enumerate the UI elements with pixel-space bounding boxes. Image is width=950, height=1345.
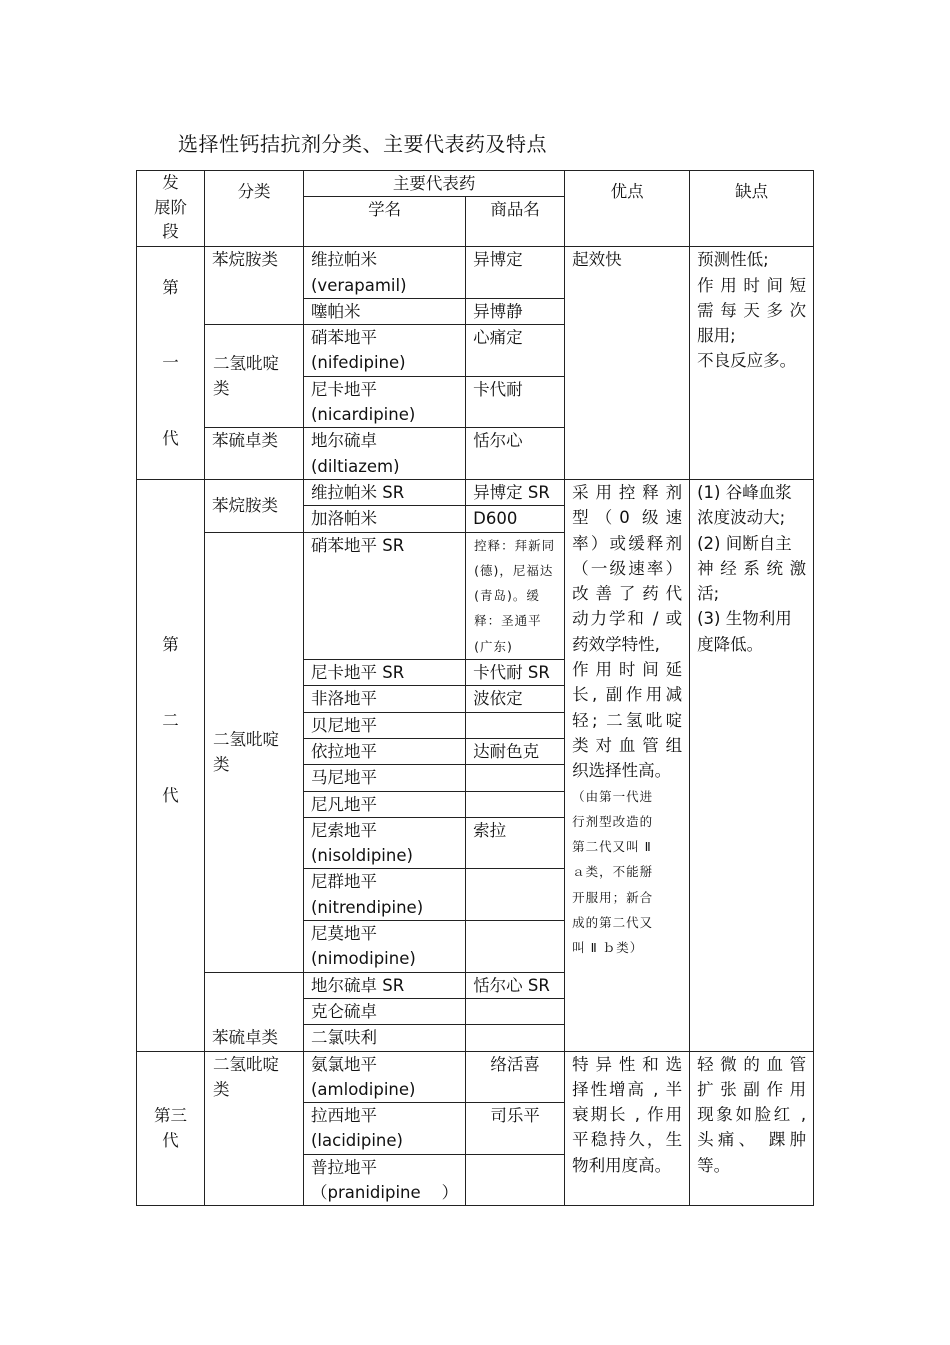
gen2-drug-clentiazem: 克仑硫卓 [304, 998, 466, 1024]
gen1-label: 第 一 代 [137, 247, 205, 480]
gen1-drug-tiapamil: 噻帕米 [304, 298, 466, 324]
gen2-pros: 采用控释剂 型（0 级速 率）或缓释剂 （一级速率） 改善了药代 动力学和 / 或 药效学特性, 作用时间延 长, 副作用减 轻; 二氢吡啶 类对血管组 织选择性高。 （由第一代进 行剂型改造的 第二代又叫 Ⅱ ａ类，不能掰 开服用；新合 成的第二代又 叫 Ⅱ ｂ类） [565, 479, 690, 1051]
header-sci-name: 学名 [304, 197, 466, 247]
gen3-drug-pranidipine: 普拉地平 （pranidipine ） [304, 1154, 466, 1206]
gen2-trade-isradipine: 达耐色克 [466, 738, 565, 764]
gen2-cat-benzothiazepine: 苯硫卓类 [205, 972, 304, 1051]
gen3-label: 第三 代 [137, 1051, 205, 1206]
header-stage: 发 展阶 段 [137, 171, 205, 247]
gen1-drug-verapamil: 维拉帕米 (verapamil) [304, 247, 466, 299]
page-title: 选择性钙拮抗剂分类、主要代表药及特点 [178, 132, 547, 156]
gen1-cat-benzothiazepine: 苯硫卓类 [205, 428, 304, 480]
gen3-drug-amlodipine: 氨氯地平 (amlodipine) [304, 1051, 466, 1103]
gen2-trade-manidipine [466, 765, 565, 791]
gen2-trade-verapamil-sr: 异博定 SR [466, 479, 565, 505]
gen2-trade-clentiazem [466, 998, 565, 1024]
gen1-cons: 预测性低; 作用时间短 需每天多次 服用; 不良反应多。 [690, 247, 814, 480]
gen3-trade-amlodipine: 络活喜 [466, 1051, 565, 1103]
gen2-cat-phenylalkylamine: 苯烷胺类 [205, 479, 304, 532]
gen2-trade-nicardipine-sr: 卡代耐 SR [466, 660, 565, 686]
header-pros: 优点 [565, 171, 690, 247]
gen1-drug-diltiazem: 地尔硫卓 (diltiazem) [304, 428, 466, 480]
gen2-drug-manidipine: 马尼地平 [304, 765, 466, 791]
header-cons: 缺点 [690, 171, 814, 247]
gen2-drug-nitrendipine: 尼群地平 (nitrendipine) [304, 869, 466, 921]
gen2-trade-benidipine [466, 712, 565, 738]
header-category: 分类 [205, 171, 304, 247]
gen2-trade-nitrendipine [466, 869, 565, 921]
gen1-trade-verapamil: 异博定 [466, 247, 565, 299]
header-trade-name: 商品名 [466, 197, 565, 247]
gen3-pros: 特异性和选 择性增高 , 半 衰期长 , 作用 平稳持久，生 物利用度高。 [565, 1051, 690, 1206]
gen3-trade-pranidipine [466, 1154, 565, 1206]
gen2-drug-nicardipine-sr: 尼卡地平 SR [304, 660, 466, 686]
gen2-trade-nimodipine [466, 921, 565, 973]
gen2-trade-gallopamil: D600 [466, 506, 565, 532]
gen2-drug-benidipine: 贝尼地平 [304, 712, 466, 738]
header-main-drugs: 主要代表药 [304, 171, 565, 197]
gen2-cat-dihydropyridine: 二氢吡啶 类 [205, 532, 304, 972]
gen2-drug-nisoldipine: 尼索地平 (nisoldipine) [304, 817, 466, 869]
gen2-drug-nimodipine: 尼莫地平 (nimodipine) [304, 921, 466, 973]
gen3-cat-dihydropyridine: 二氢吡啶 类 [205, 1051, 304, 1206]
gen2-trade-nisoldipine: 索拉 [466, 817, 565, 869]
gen1-trade-diltiazem: 恬尔心 [466, 428, 565, 480]
gen1-trade-nicardipine: 卡代耐 [466, 376, 565, 428]
gen2-trade-nifedipine-sr: 控释：拜新同 (德)，尼福达 (青岛)。缓 释：圣通平 (广东) [466, 532, 565, 659]
gen2-drug-nifedipine-sr: 硝苯地平 SR [304, 532, 466, 659]
gen1-trade-nifedipine: 心痛定 [466, 325, 565, 377]
gen2-trade-nilvadipine [466, 791, 565, 817]
gen2-drug-gallopamil: 加洛帕米 [304, 506, 466, 532]
gen1-cat-dihydropyridine: 二氢吡啶 类 [205, 325, 304, 428]
gen2-drug-isradipine: 依拉地平 [304, 738, 466, 764]
gen2-cons: (1) 谷峰血浆 浓度波动大; (2) 间断自主 神经系统激 活; (3) 生物利用 度降低。 [690, 479, 814, 1051]
gen2-trade-diltiazem-sr: 恬尔心 SR [466, 972, 565, 998]
gen1-cat-phenylalkylamine: 苯烷胺类 [205, 247, 304, 325]
gen3-drug-lacidipine: 拉西地平 (lacidipine) [304, 1103, 466, 1155]
gen2-drug-nilvadipine: 尼凡地平 [304, 791, 466, 817]
gen3-trade-lacidipine: 司乐平 [466, 1103, 565, 1155]
gen2-trade-dichlorofuril [466, 1025, 565, 1051]
gen2-drug-verapamil-sr: 维拉帕米 SR [304, 479, 466, 505]
gen2-drug-dichlorofuril: 二氯呋利 [304, 1025, 466, 1051]
ccb-classification-table [136, 170, 814, 1206]
gen2-trade-felodipine: 波依定 [466, 686, 565, 712]
gen2-label: 第 二 代 [137, 479, 205, 1051]
gen1-drug-nifedipine: 硝苯地平 (nifedipine) [304, 325, 466, 377]
gen1-drug-nicardipine: 尼卡地平 (nicardipine) [304, 376, 466, 428]
gen1-trade-tiapamil: 异博静 [466, 298, 565, 324]
gen2-drug-felodipine: 非洛地平 [304, 686, 466, 712]
gen3-cons: 轻微的血管 扩张副作用 现象如脸红 , 头痛、 踝肿 等。 [690, 1051, 814, 1206]
gen1-pros: 起效快 [565, 247, 690, 480]
gen2-drug-diltiazem-sr: 地尔硫卓 SR [304, 972, 466, 998]
